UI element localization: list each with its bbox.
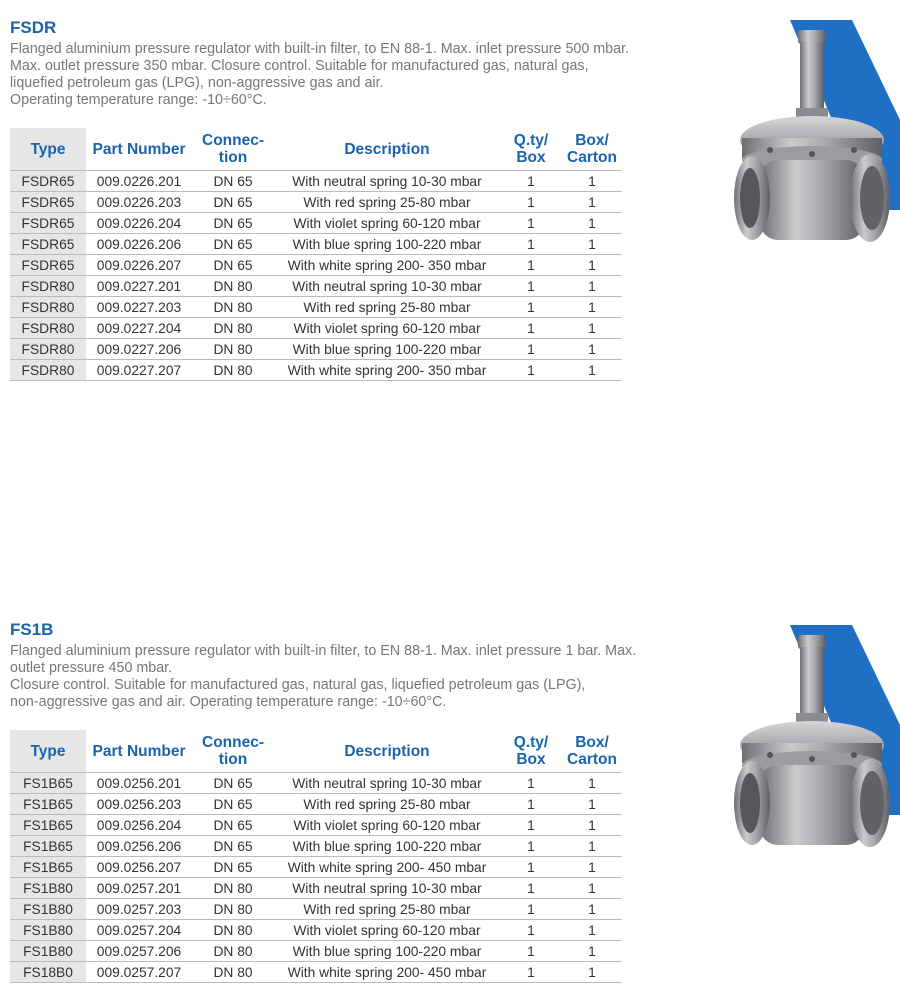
cell-type: FSDR80 — [10, 297, 86, 318]
header-box-carton: Box/ Carton — [567, 132, 617, 166]
cell-type: FS1B65 — [10, 857, 86, 878]
fs1b-section — [10, 620, 890, 980]
table-row — [10, 920, 622, 941]
cell-type: FS1B65 — [10, 773, 86, 794]
cell-qty-box: 1 — [500, 836, 562, 857]
header-qty-box: Q.ty/ Box — [513, 734, 549, 768]
table-row — [10, 213, 622, 234]
cell-type: FS1B80 — [10, 920, 86, 941]
cell-connection: DN 80 — [192, 297, 274, 318]
cell-connection: DN 80 — [192, 276, 274, 297]
cell-description: With white spring 200- 450 mbar — [274, 962, 500, 983]
cell-qty-box: 1 — [500, 213, 562, 234]
cell-type: FS1B65 — [10, 815, 86, 836]
header-description: Description — [344, 742, 430, 760]
table-row — [10, 339, 622, 360]
cell-connection: DN 80 — [192, 878, 274, 899]
cell-connection: DN 65 — [192, 794, 274, 815]
cell-type: FSDR65 — [10, 234, 86, 255]
cell-description: With red spring 25-80 mbar — [274, 192, 500, 213]
cell-qty-box: 1 — [500, 794, 562, 815]
section-description: Flanged aluminium pressure regulator with built-in filter, to EN 88-1. Max. inlet pressure 500 mbar. Max. outlet pressure 350 mbar. Closure control. Suitable for manufactured gas, natural gas, liquefied petroleum gas (LPG), non-aggressive gas and air. Operating temperature range: -10÷60°C. — [10, 41, 630, 108]
header-connection: Connec- tion — [202, 734, 264, 768]
cell-description: With blue spring 100-220 mbar — [274, 339, 500, 360]
cell-connection: DN 80 — [192, 318, 274, 339]
cell-connection: DN 65 — [192, 815, 274, 836]
cell-part-number: 009.0227.204 — [86, 318, 192, 339]
table-row — [10, 360, 622, 381]
cell-description: With red spring 25-80 mbar — [274, 899, 500, 920]
table-row — [10, 815, 622, 836]
cell-qty-box: 1 — [500, 941, 562, 962]
table-row — [10, 255, 622, 276]
cell-part-number: 009.0226.201 — [86, 171, 192, 192]
header-connection: Connec- tion — [202, 132, 264, 166]
table-header-row — [10, 730, 622, 773]
fsdr-spec-table — [10, 128, 622, 381]
cell-type: FSDR80 — [10, 276, 86, 297]
cell-type: FS1B80 — [10, 941, 86, 962]
cell-part-number: 009.0256.207 — [86, 857, 192, 878]
cell-type: FS18B0 — [10, 962, 86, 983]
cell-description: With white spring 200- 350 mbar — [274, 360, 500, 381]
cell-connection: DN 65 — [192, 857, 274, 878]
cell-description: With violet spring 60-120 mbar — [274, 213, 500, 234]
section-title: FSDR — [10, 18, 57, 37]
cell-connection: DN 80 — [192, 360, 274, 381]
cell-qty-box: 1 — [500, 276, 562, 297]
pressure-regulator-icon — [730, 625, 900, 855]
table-row — [10, 297, 622, 318]
section-description: Flanged aluminium pressure regulator with built-in filter, to EN 88-1. Max. inlet pressure 1 bar. Max. outlet pressure 450 mbar. Closure control. Suitable for manufactured gas, natural gas, liquefied petroleum gas (LPG), non-aggressive gas and air. Operating temperature range: -10÷60°C. — [10, 643, 637, 710]
cell-box-carton: 1 — [562, 962, 622, 983]
header-part-number: Part Number — [92, 140, 186, 158]
cell-box-carton: 1 — [562, 836, 622, 857]
cell-qty-box: 1 — [500, 920, 562, 941]
header-box-carton: Box/ Carton — [567, 734, 617, 768]
cell-box-carton: 1 — [562, 815, 622, 836]
cell-part-number: 009.0256.204 — [86, 815, 192, 836]
header-qty-box: Q.ty/ Box — [513, 132, 549, 166]
cell-box-carton: 1 — [562, 192, 622, 213]
cell-connection: DN 65 — [192, 171, 274, 192]
cell-type: FSDR65 — [10, 255, 86, 276]
cell-qty-box: 1 — [500, 339, 562, 360]
cell-description: With violet spring 60-120 mbar — [274, 318, 500, 339]
cell-description: With neutral spring 10-30 mbar — [274, 773, 500, 794]
cell-box-carton: 1 — [562, 171, 622, 192]
header-type: Type — [10, 730, 86, 773]
cell-description: With blue spring 100-220 mbar — [274, 234, 500, 255]
cell-qty-box: 1 — [500, 297, 562, 318]
table-row — [10, 878, 622, 899]
cell-part-number: 009.0256.206 — [86, 836, 192, 857]
cell-connection: DN 65 — [192, 773, 274, 794]
table-row — [10, 234, 622, 255]
cell-connection: DN 80 — [192, 920, 274, 941]
cell-description: With blue spring 100-220 mbar — [274, 836, 500, 857]
cell-part-number: 009.0257.201 — [86, 878, 192, 899]
cell-type: FS1B65 — [10, 794, 86, 815]
table-row — [10, 899, 622, 920]
cell-description: With neutral spring 10-30 mbar — [274, 878, 500, 899]
cell-qty-box: 1 — [500, 899, 562, 920]
header-part-number: Part Number — [92, 742, 186, 760]
cell-connection: DN 80 — [192, 941, 274, 962]
cell-description: With white spring 200- 350 mbar — [274, 255, 500, 276]
cell-type: FSDR80 — [10, 339, 86, 360]
cell-description: With red spring 25-80 mbar — [274, 297, 500, 318]
table-row — [10, 318, 622, 339]
table-row — [10, 276, 622, 297]
product-image — [730, 20, 900, 250]
cell-qty-box: 1 — [500, 962, 562, 983]
cell-qty-box: 1 — [500, 857, 562, 878]
product-image — [730, 625, 900, 855]
cell-part-number: 009.0227.203 — [86, 297, 192, 318]
cell-connection: DN 65 — [192, 836, 274, 857]
cell-qty-box: 1 — [500, 878, 562, 899]
cell-box-carton: 1 — [562, 360, 622, 381]
cell-part-number: 009.0227.207 — [86, 360, 192, 381]
cell-part-number: 009.0226.203 — [86, 192, 192, 213]
cell-qty-box: 1 — [500, 318, 562, 339]
cell-description: With neutral spring 10-30 mbar — [274, 276, 500, 297]
cell-box-carton: 1 — [562, 773, 622, 794]
cell-box-carton: 1 — [562, 794, 622, 815]
cell-type: FS1B80 — [10, 899, 86, 920]
cell-qty-box: 1 — [500, 234, 562, 255]
cell-connection: DN 80 — [192, 962, 274, 983]
cell-qty-box: 1 — [500, 815, 562, 836]
section-title: FS1B — [10, 620, 54, 639]
cell-part-number: 009.0257.203 — [86, 899, 192, 920]
cell-part-number: 009.0257.206 — [86, 941, 192, 962]
cell-part-number: 009.0257.207 — [86, 962, 192, 983]
cell-description: With violet spring 60-120 mbar — [274, 920, 500, 941]
cell-qty-box: 1 — [500, 360, 562, 381]
cell-connection: DN 65 — [192, 213, 274, 234]
table-row — [10, 794, 622, 815]
cell-type: FSDR80 — [10, 360, 86, 381]
table-body — [10, 171, 622, 381]
table-row — [10, 773, 622, 794]
cell-description: With red spring 25-80 mbar — [274, 794, 500, 815]
cell-type: FS1B65 — [10, 836, 86, 857]
header-description: Description — [344, 140, 430, 158]
cell-part-number: 009.0226.207 — [86, 255, 192, 276]
cell-box-carton: 1 — [562, 297, 622, 318]
cell-description: With violet spring 60-120 mbar — [274, 815, 500, 836]
cell-box-carton: 1 — [562, 213, 622, 234]
cell-qty-box: 1 — [500, 773, 562, 794]
cell-type: FSDR65 — [10, 213, 86, 234]
cell-box-carton: 1 — [562, 878, 622, 899]
cell-part-number: 009.0256.201 — [86, 773, 192, 794]
table-row — [10, 857, 622, 878]
cell-type: FSDR65 — [10, 192, 86, 213]
cell-qty-box: 1 — [500, 192, 562, 213]
cell-part-number: 009.0226.206 — [86, 234, 192, 255]
cell-part-number: 009.0257.204 — [86, 920, 192, 941]
cell-type: FSDR80 — [10, 318, 86, 339]
cell-connection: DN 65 — [192, 255, 274, 276]
cell-part-number: 009.0227.201 — [86, 276, 192, 297]
cell-box-carton: 1 — [562, 234, 622, 255]
cell-description: With blue spring 100-220 mbar — [274, 941, 500, 962]
cell-connection: DN 80 — [192, 339, 274, 360]
table-row — [10, 962, 622, 983]
table-header-row — [10, 128, 622, 171]
cell-box-carton: 1 — [562, 899, 622, 920]
cell-part-number: 009.0227.206 — [86, 339, 192, 360]
cell-type: FS1B80 — [10, 878, 86, 899]
table-row — [10, 171, 622, 192]
cell-box-carton: 1 — [562, 857, 622, 878]
cell-box-carton: 1 — [562, 941, 622, 962]
cell-type: FSDR65 — [10, 171, 86, 192]
cell-box-carton: 1 — [562, 255, 622, 276]
cell-part-number: 009.0256.203 — [86, 794, 192, 815]
table-body — [10, 773, 622, 983]
pressure-regulator-icon — [730, 20, 900, 250]
cell-box-carton: 1 — [562, 339, 622, 360]
cell-description: With white spring 200- 450 mbar — [274, 857, 500, 878]
table-row — [10, 836, 622, 857]
header-type: Type — [10, 128, 86, 171]
cell-qty-box: 1 — [500, 171, 562, 192]
cell-box-carton: 1 — [562, 276, 622, 297]
cell-part-number: 009.0226.204 — [86, 213, 192, 234]
fs1b-spec-table — [10, 730, 622, 983]
cell-box-carton: 1 — [562, 318, 622, 339]
cell-connection: DN 65 — [192, 234, 274, 255]
cell-box-carton: 1 — [562, 920, 622, 941]
fsdr-section — [10, 18, 890, 378]
cell-connection: DN 65 — [192, 192, 274, 213]
cell-description: With neutral spring 10-30 mbar — [274, 171, 500, 192]
table-row — [10, 192, 622, 213]
table-row — [10, 941, 622, 962]
cell-connection: DN 80 — [192, 899, 274, 920]
cell-qty-box: 1 — [500, 255, 562, 276]
